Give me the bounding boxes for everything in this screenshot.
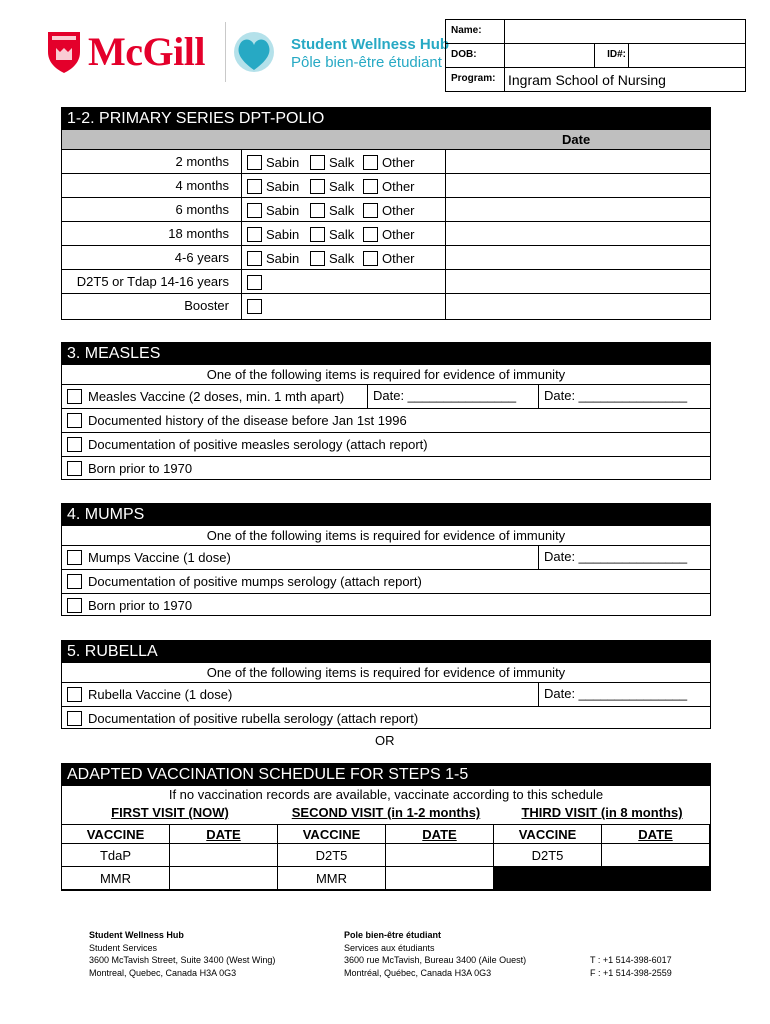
footer-phone: T : +1 514-398-6017 xyxy=(590,955,672,965)
name-field[interactable] xyxy=(506,20,744,43)
mcgill-wordmark: McGill xyxy=(88,29,205,74)
name-row xyxy=(446,20,745,44)
polio-age-label: 2 months xyxy=(175,154,229,169)
polio-booster-checkbox[interactable] xyxy=(247,275,262,290)
polio-option-label: Salk xyxy=(329,155,355,171)
polio-option-label: Other xyxy=(382,179,415,195)
polio-row xyxy=(62,294,710,318)
polio-date-field[interactable] xyxy=(446,246,710,269)
visit-3-header: THIRD VISIT (in 8 months) xyxy=(521,805,683,820)
polio-age-label: 6 months xyxy=(175,202,229,217)
schedule-vaccine-cell: MMR xyxy=(62,867,170,890)
footer-fr-line3: Montréal, Québec, Canada H3A 0G3 xyxy=(344,967,492,978)
mumps-born-row xyxy=(62,594,710,618)
vaccine-column-header: VACCINE xyxy=(62,825,170,844)
adapted-title-bar xyxy=(61,763,711,786)
program-label: Program: xyxy=(451,73,496,84)
rubella-title: 5. RUBELLA xyxy=(67,643,158,660)
polio-row xyxy=(62,222,710,246)
polio-options xyxy=(247,298,262,314)
polio-option-label: Salk xyxy=(329,179,355,195)
footer-en-line1: Student Services xyxy=(89,942,158,953)
measles-note: One of the following items is required for evidence of immunity xyxy=(62,365,710,385)
polio-date-header-row xyxy=(62,130,710,150)
polio-date-field[interactable] xyxy=(446,294,710,317)
visit-2-header: SECOND VISIT (in 1-2 months) xyxy=(291,805,481,820)
name-label: Name: xyxy=(451,25,482,36)
schedule-vaccine-cell: D2T5 xyxy=(278,844,386,867)
polio-option-label: Sabin xyxy=(266,155,300,171)
or-separator: OR xyxy=(375,733,395,748)
polio-option-label: Salk xyxy=(329,203,355,219)
mumps-vaccine-label: Mumps Vaccine (1 dose) xyxy=(88,550,231,565)
polio-option-label: Sabin xyxy=(266,251,300,267)
rubella-note: One of the following items is required for evidence of immunity xyxy=(62,663,710,683)
polio-date-header: Date xyxy=(562,132,591,147)
polio-other-checkbox[interactable] xyxy=(363,179,378,194)
mumps-vaccine-checkbox[interactable] xyxy=(67,550,82,565)
polio-other-checkbox[interactable] xyxy=(363,227,378,242)
polio-date-field[interactable] xyxy=(446,222,710,245)
hub-title: Student Wellness Hub xyxy=(291,36,450,53)
hub-subtitle: Pôle bien-être étudiant xyxy=(291,54,442,71)
footer-fr-line1: Services aux étudiants xyxy=(344,942,435,953)
mumps-born-checkbox[interactable] xyxy=(67,598,82,613)
polio-age-label: 4 months xyxy=(175,178,229,193)
mumps-vaccine-row xyxy=(62,546,710,570)
blocked-cell[interactable] xyxy=(602,867,710,890)
footer-english xyxy=(89,929,275,979)
footer-fr-line2: 3600 rue McTavish, Bureau 3400 (Aile Ouest) xyxy=(344,955,527,965)
polio-other-checkbox[interactable] xyxy=(363,251,378,266)
polio-date-field[interactable] xyxy=(446,270,710,293)
polio-option-label: Salk xyxy=(329,227,355,243)
rubella-serology-checkbox[interactable] xyxy=(67,711,82,726)
measles-history-row xyxy=(62,409,710,433)
measles-vaccine-row xyxy=(62,385,710,409)
polio-date-field[interactable] xyxy=(446,174,710,197)
polio-salk-checkbox[interactable] xyxy=(310,179,325,194)
polio-booster-checkbox[interactable] xyxy=(247,299,262,314)
measles-serology-checkbox[interactable] xyxy=(67,437,82,452)
polio-date-field[interactable] xyxy=(446,198,710,221)
schedule-date-field[interactable] xyxy=(386,867,494,890)
schedule-date-field[interactable] xyxy=(602,844,710,867)
footer-fr-title: Pole bien-être étudiant xyxy=(344,930,442,940)
polio-option-label: Sabin xyxy=(266,227,300,243)
polio-age-label: D2T5 or Tdap 14-16 years xyxy=(76,274,229,289)
polio-option-label: Salk xyxy=(329,251,355,267)
polio-age-label: 18 months xyxy=(168,226,229,241)
polio-option-label: Other xyxy=(382,227,415,243)
measles-born-checkbox[interactable] xyxy=(67,461,82,476)
polio-sabin-checkbox[interactable] xyxy=(247,155,262,170)
polio-date-field[interactable] xyxy=(446,150,710,173)
mumps-date[interactable]: Date: _______________ xyxy=(538,546,710,570)
wellness-hub-heart-icon xyxy=(232,30,282,78)
rubella-vaccine-label: Rubella Vaccine (1 dose) xyxy=(88,687,233,702)
dob-label: DOB: xyxy=(451,49,477,60)
polio-row xyxy=(62,246,710,270)
measles-vaccine-label: Measles Vaccine (2 doses, min. 1 mth apart) xyxy=(88,389,345,404)
mumps-note: One of the following items is required for evidence of immunity xyxy=(62,526,710,546)
rubella-vaccine-row xyxy=(62,683,710,707)
vaccine-column-header: VACCINE xyxy=(278,825,386,844)
date-column-header: DATE xyxy=(386,825,494,844)
polio-option-label: Sabin xyxy=(266,203,300,219)
polio-age-label: Booster xyxy=(184,298,229,313)
schedule-vaccine-cell: TdaP xyxy=(62,844,170,867)
polio-options xyxy=(247,274,262,290)
polio-sabin-checkbox[interactable] xyxy=(247,227,262,242)
mumps-born-label: Born prior to 1970 xyxy=(88,598,193,613)
id-label: ID#: xyxy=(607,49,626,60)
mumps-serology-row xyxy=(62,570,710,594)
polio-row xyxy=(62,150,710,174)
adapted-title: ADAPTED VACCINATION SCHEDULE FOR STEPS 1-5 xyxy=(67,766,469,783)
rubella-title-bar xyxy=(61,640,711,663)
polio-other-checkbox[interactable] xyxy=(363,155,378,170)
rubella-date[interactable]: Date: _______________ xyxy=(538,683,710,707)
mumps-title: 4. MUMPS xyxy=(67,506,145,523)
rubella-serology-row xyxy=(62,707,710,731)
polio-title: 1-2. PRIMARY SERIES DPT-POLIO xyxy=(67,110,325,127)
dob-field[interactable] xyxy=(506,44,592,67)
schedule-vaccine-cell: D2T5 xyxy=(494,844,602,867)
polio-salk-checkbox[interactable] xyxy=(310,203,325,218)
measles-born-row xyxy=(62,457,710,481)
polio-salk-checkbox[interactable] xyxy=(310,227,325,242)
polio-row xyxy=(62,174,710,198)
date-column-header: DATE xyxy=(602,825,710,844)
polio-row xyxy=(62,270,710,294)
footer-fax: F : +1 514-398-2559 xyxy=(590,967,672,978)
polio-sabin-checkbox[interactable] xyxy=(247,179,262,194)
polio-salk-checkbox[interactable] xyxy=(310,155,325,170)
footer-en-title: Student Wellness Hub xyxy=(89,930,184,940)
measles-title: 3. MEASLES xyxy=(67,345,161,362)
student-id-box xyxy=(445,19,746,92)
measles-title-bar xyxy=(61,342,711,365)
polio-option-label: Other xyxy=(382,251,415,267)
program-value[interactable]: Ingram School of Nursing xyxy=(508,72,666,88)
measles-history-label: Documented history of the disease before Jan 1st 1996 xyxy=(88,413,407,428)
mumps-title-bar xyxy=(61,503,711,526)
measles-serology-row xyxy=(62,433,710,457)
rubella-vaccine-checkbox[interactable] xyxy=(67,687,82,702)
measles-date-1[interactable]: Date: _______________ xyxy=(367,385,538,409)
polio-sabin-checkbox[interactable] xyxy=(247,203,262,218)
schedule-vaccine-cell: MMR xyxy=(278,867,386,890)
vaccine-column-header: VACCINE xyxy=(494,825,602,844)
footer-french xyxy=(344,929,526,979)
schedule-date-field[interactable] xyxy=(386,844,494,867)
mumps-serology-label: Documentation of positive mumps serology (attach report) xyxy=(88,574,422,589)
mcgill-crest-logo xyxy=(46,30,82,74)
visit-1-header: FIRST VISIT (NOW) xyxy=(111,805,229,820)
polio-row xyxy=(62,198,710,222)
schedule-date-field[interactable] xyxy=(170,867,278,890)
measles-date-2[interactable]: Date: _______________ xyxy=(538,385,710,409)
rubella-serology-label: Documentation of positive rubella serology (attach report) xyxy=(88,711,419,726)
measles-serology-label: Documentation of positive measles serology (attach report) xyxy=(88,437,428,452)
schedule-date-field[interactable] xyxy=(170,844,278,867)
blocked-cell[interactable] xyxy=(494,867,602,890)
measles-history-checkbox[interactable] xyxy=(67,413,82,428)
footer-contact xyxy=(590,954,672,979)
polio-salk-checkbox[interactable] xyxy=(310,251,325,266)
id-field[interactable] xyxy=(630,44,744,67)
polio-option-label: Other xyxy=(382,155,415,171)
polio-option-label: Other xyxy=(382,203,415,219)
polio-option-label: Sabin xyxy=(266,179,300,195)
polio-age-label: 4-6 years xyxy=(174,250,229,265)
mumps-serology-checkbox[interactable] xyxy=(67,574,82,589)
header-divider xyxy=(225,22,226,82)
adapted-note: If no vaccination records are available, vaccinate according to this schedule xyxy=(168,787,604,802)
footer-en-line3: Montreal, Quebec, Canada H3A 0G3 xyxy=(89,967,237,978)
measles-vaccine-checkbox[interactable] xyxy=(67,389,82,404)
polio-sabin-checkbox[interactable] xyxy=(247,251,262,266)
date-column-header: DATE xyxy=(170,825,278,844)
polio-title-bar xyxy=(61,107,711,130)
program-row xyxy=(446,68,745,92)
polio-other-checkbox[interactable] xyxy=(363,203,378,218)
dob-row xyxy=(446,44,745,68)
footer-en-line2: 3600 McTavish Street, Suite 3400 (West Wing) xyxy=(89,955,276,965)
measles-born-label: Born prior to 1970 xyxy=(88,461,193,476)
